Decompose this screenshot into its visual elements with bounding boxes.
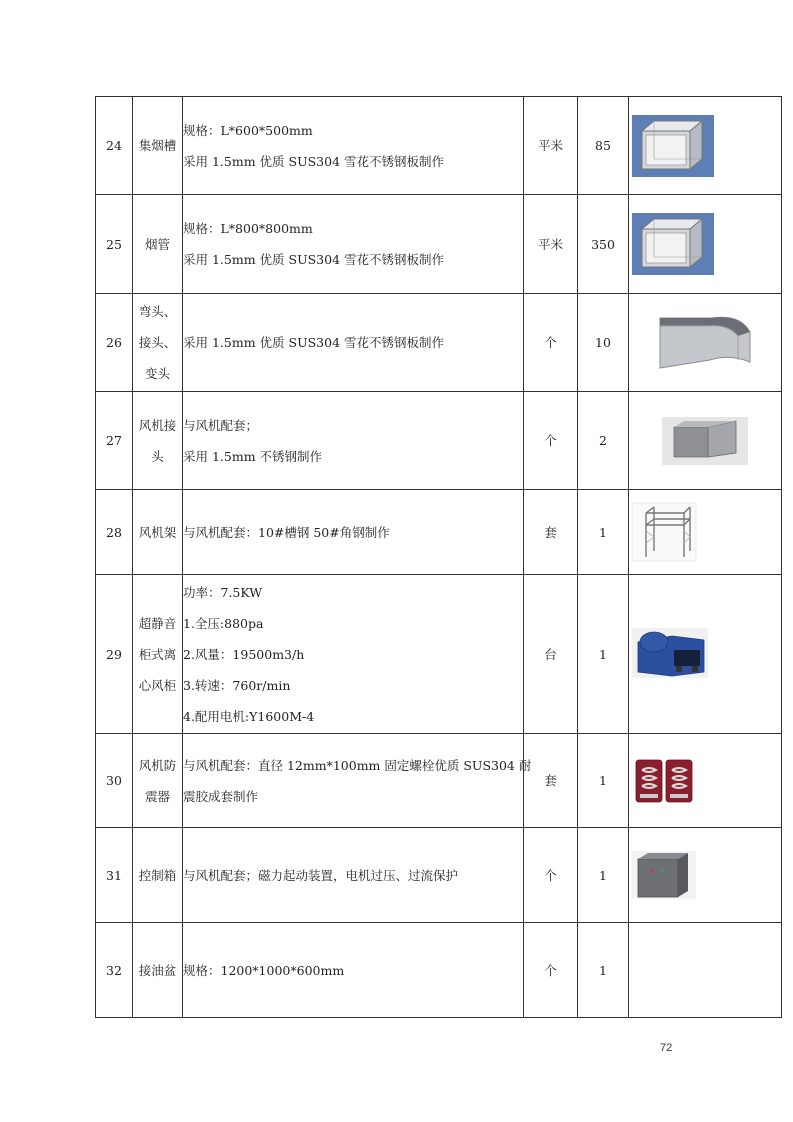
item-name: 风机接 头 <box>133 392 183 490</box>
vibration-damper-image <box>632 756 778 806</box>
item-quantity: 85 <box>578 97 629 195</box>
item-unit: 套 <box>524 490 578 575</box>
item-unit: 个 <box>524 392 578 490</box>
item-quantity: 2 <box>578 392 629 490</box>
item-image-cell <box>629 490 782 575</box>
item-image-cell <box>629 97 782 195</box>
item-unit: 台 <box>524 575 578 734</box>
item-unit: 个 <box>524 828 578 923</box>
item-name: 风机防 震器 <box>133 734 183 828</box>
page-number: 72 <box>660 1042 673 1054</box>
item-name: 风机架 <box>133 490 183 575</box>
table-row <box>96 392 782 490</box>
table-row <box>96 734 782 828</box>
item-name: 接油盆 <box>133 923 183 1018</box>
table-row <box>96 294 782 392</box>
item-spec: 与风机配套：直径 12mm*100mm 固定螺栓优质 SUS304 耐 震胶成套制作 <box>183 734 524 828</box>
row-number: 32 <box>96 923 133 1018</box>
item-quantity: 1 <box>578 828 629 923</box>
item-image-cell <box>629 734 782 828</box>
item-image-cell <box>629 575 782 734</box>
item-image-cell <box>629 828 782 923</box>
item-spec: 功率：7.5KW 1.全压:880pa 2.风量：19500m3/h 3.转速：760r/min 4.配用电机:Y1600M-4 <box>183 575 524 734</box>
item-image-cell <box>629 195 782 294</box>
table-row <box>96 490 782 575</box>
item-spec: 与风机配套：10#槽钢 50#角钢制作 <box>183 490 524 575</box>
item-spec: 与风机配套；磁力起动装置，电机过压、过流保护 <box>183 828 524 923</box>
item-unit: 平米 <box>524 97 578 195</box>
item-image-cell <box>629 923 782 1018</box>
item-name: 烟管 <box>133 195 183 294</box>
item-spec: 与风机配套； 采用 1.5mm 不锈钢制作 <box>183 392 524 490</box>
row-number: 29 <box>96 575 133 734</box>
row-number: 31 <box>96 828 133 923</box>
item-spec: 规格：L*800*800mm 采用 1.5mm 优质 SUS304 雪花不锈钢板制作 <box>183 195 524 294</box>
table-row <box>96 923 782 1018</box>
row-number: 27 <box>96 392 133 490</box>
item-quantity: 1 <box>578 923 629 1018</box>
item-quantity: 1 <box>578 734 629 828</box>
item-spec: 规格：1200*1000*600mm <box>183 923 524 1018</box>
item-unit: 平米 <box>524 195 578 294</box>
smoke-duct-image <box>632 213 778 275</box>
item-name: 弯头、 接头、 变头 <box>133 294 183 392</box>
row-number: 24 <box>96 97 133 195</box>
item-quantity: 1 <box>578 575 629 734</box>
item-quantity: 10 <box>578 294 629 392</box>
smoke-hood-duct-image <box>632 115 778 177</box>
item-quantity: 1 <box>578 490 629 575</box>
item-image-cell <box>629 392 782 490</box>
row-number: 25 <box>96 195 133 294</box>
fan-connector-image <box>650 415 760 467</box>
item-spec: 规格：L*600*500mm 采用 1.5mm 优质 SUS304 雪花不锈钢板制作 <box>183 97 524 195</box>
item-image-cell <box>629 294 782 392</box>
fan-frame-image <box>632 501 778 563</box>
duct-elbow-image <box>650 310 760 376</box>
row-number: 30 <box>96 734 133 828</box>
table-row <box>96 575 782 734</box>
item-quantity: 350 <box>578 195 629 294</box>
table-row <box>96 828 782 923</box>
row-number: 28 <box>96 490 133 575</box>
row-number: 26 <box>96 294 133 392</box>
table-row <box>96 195 782 294</box>
item-name: 超静音 柜式离 心风柜 <box>133 575 183 734</box>
item-name: 集烟槽 <box>133 97 183 195</box>
item-unit: 个 <box>524 294 578 392</box>
equipment-spec-table <box>95 96 782 1018</box>
item-spec: 采用 1.5mm 优质 SUS304 雪花不锈钢板制作 <box>183 294 524 392</box>
item-unit: 个 <box>524 923 578 1018</box>
table-row <box>96 97 782 195</box>
centrifugal-fan-image <box>632 626 778 682</box>
item-unit: 套 <box>524 734 578 828</box>
control-box-image <box>632 849 778 901</box>
item-name: 控制箱 <box>133 828 183 923</box>
